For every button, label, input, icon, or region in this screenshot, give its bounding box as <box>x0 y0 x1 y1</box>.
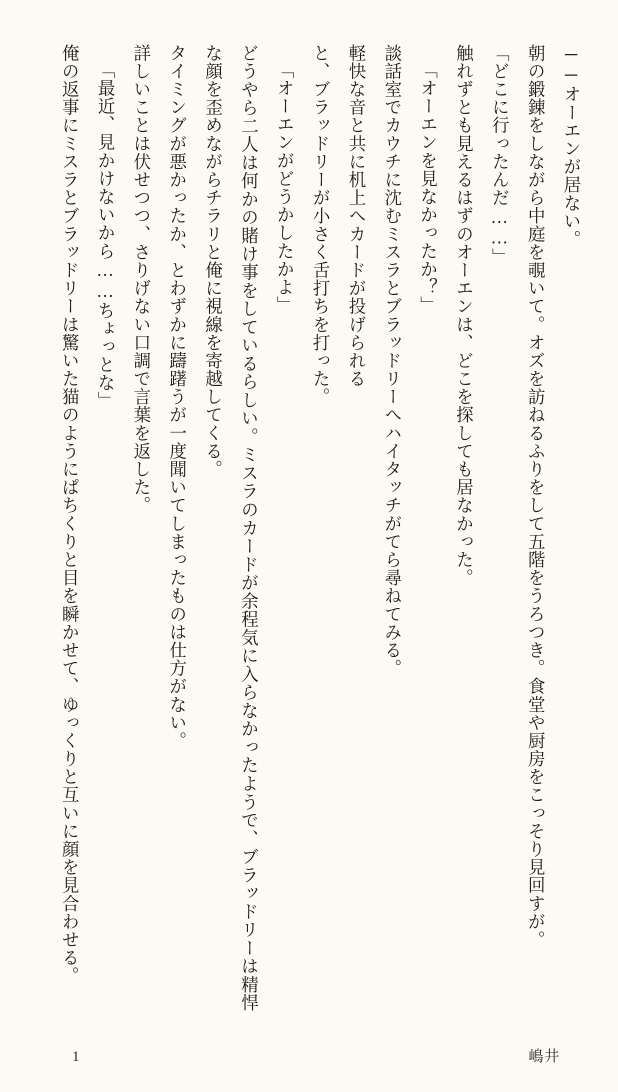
paragraph: ──オーエンが居ない。 <box>561 44 581 249</box>
page-number: 1 <box>72 1049 80 1065</box>
paragraph: 詳しいことは伏せつつ、さりげない口調で言葉を返した。 <box>130 44 151 515</box>
paragraph: 「最近、見かけないから……ちょっとな」 <box>95 61 116 411</box>
vertical-text-body <box>28 44 588 1012</box>
paragraph: と、ブラッドリーが小さく舌打ちを打った。 <box>310 44 331 406</box>
paragraph: 俺の返事にミスラとブラッドリーは驚いた猫のようにぱちくりと目を瞬かせて、ゆっくりと互いに顔を見合わせる。 <box>59 44 80 985</box>
author-name: 嶋井 <box>528 1049 560 1065</box>
paragraph: タイミングが悪かったか、とわずかに躊躇うが一度聞いてしまったものは仕方がない。 <box>166 44 187 750</box>
page-footer <box>0 1044 618 1066</box>
paragraph: 軽快な音と共に机上へカードが投げられる <box>345 44 366 388</box>
paragraph: 触れずとも見えるはずのオーエンは、どこを探しても居なかった。 <box>453 44 474 587</box>
paragraph: 談話室でカウチに沈むミスラとブラッドリーへハイタッチがてら尋ねてみる。 <box>381 44 402 678</box>
paragraph: どうやら二人は何かの賭け事をしているらしい。ミスラのカードが余程気に入らなかったようで、ブラッドリーは精悍な顔を歪めながらチラリと俺に視線を寄越してくる。 <box>202 44 259 1012</box>
paragraph: 「オーエンがどうかしたかよ」 <box>274 61 295 315</box>
paragraph: 「オーエンを見なかったか？」 <box>417 61 438 315</box>
paragraph: 「どこに行ったんだ……」 <box>489 44 510 267</box>
paragraph: 朝の鍛錬をしながら中庭を覗いて。オズを訪ねるふりをして五階をうろつき。食堂や厨房をこっそり見回すが。 <box>525 44 546 949</box>
